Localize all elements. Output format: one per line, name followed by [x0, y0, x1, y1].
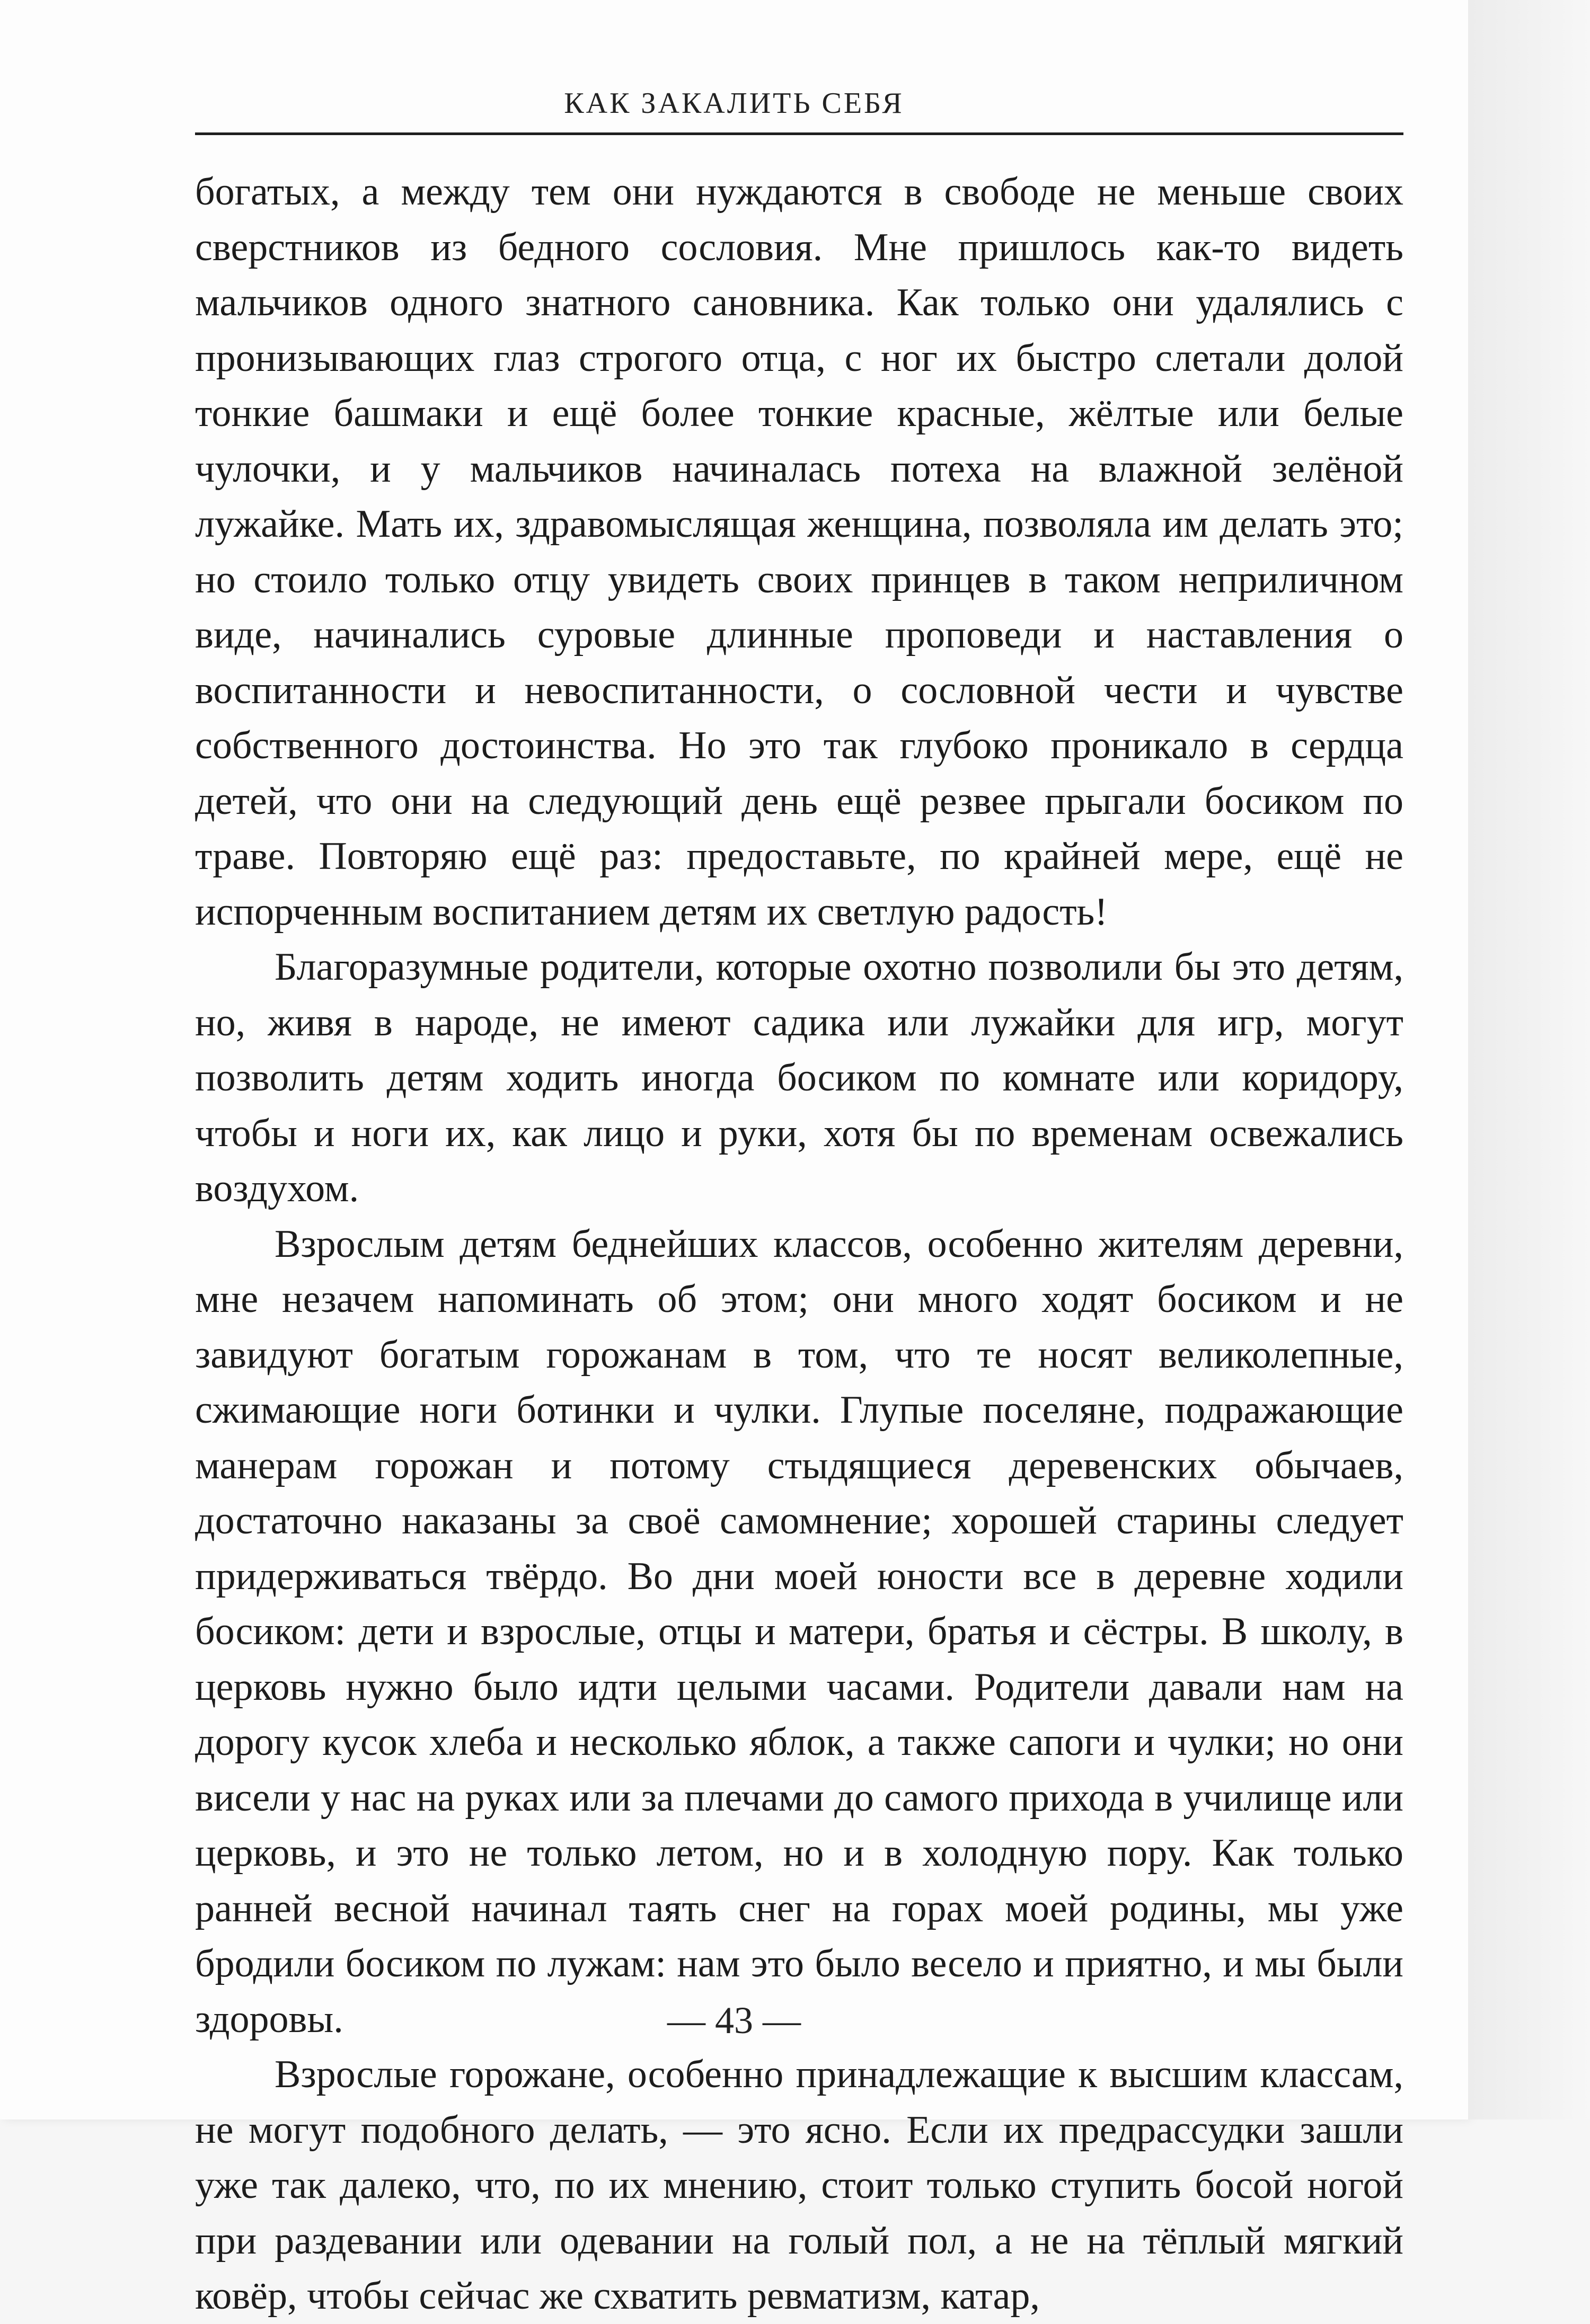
paragraph-2: Благоразумные родители, которые охотно позволили бы это детям, но, живя в народе, не имеют садика или лужайки для игр, могут позволить детям ходить иногда босиком по комнате или коридору, чтобы и ноги их, как лицо и руки, хотя бы по временам освежались воздухом.	[195, 945, 1403, 1210]
paragraph-1: богатых, а между тем они нуждаются в свободе не меньше своих сверстников из бедного сословия. Мне пришлось как-то видеть мальчиков одного знатного сановника. Как только они удалялись с пронизывающих глаз строгого отца, с ног их быстро слетали долой тонкие башмаки и ещё более тонкие красные, жёлтые или белые чулочки, и у мальчиков начиналась потеха на влажной зелёной лужайке. Мать их, здравомыслящая женщина, позволяла им делать это; но стоило только отцу увидеть своих принцев в таком неприличном виде, начинались суровые длинные проповеди и наставления о воспитанности и невоспитанности, о сословной чести и чувстве собственного достоинства. Но это так глубоко проникало в сердца детей, что они на следующий день ещё резвее прыгали босиком по траве. Повторяю ещё раз: предоставьте, по крайней мере, ещё не испорченным воспитанием детям их светлую радость!	[195, 170, 1403, 934]
paragraph-3: Взрослым детям беднейших классов, особенно жителям деревни, мне незачем напоминать об этом; они много ходят босиком и не завидуют богатым горожанам в том, что те носят великолепные, сжимающие ноги ботинки и чулки. Глупые поселяне, подражающие манерам горожан и потому стыдящиеся деревенских обычаев, достаточно наказаны за своё самомнение; хорошей старины следует придерживаться твёрдо. Во дни моей юности все в деревне ходили босиком: дети и взрослые, отцы и матери, братья и сёстры. В школу, в церковь нужно было идти целыми часами. Родители давали нам на дорогу кусок хлеба и несколько яблок, а также сапоги и чулки; но они висели у нас на руках или за плечами до самого прихода в училище или церковь, и это не только летом, но и в холодную пору. Как только ранней весной начинал таять снег на горах моей родины, мы уже бродили босиком по лужам: нам это было весело и приятно, и мы были здоровы.	[195, 1222, 1403, 2041]
page-edge-shadow	[1468, 0, 1590, 2119]
paragraph-4: Взрослые горожане, особенно принадлежащие к высшим классам, не могут подобного делать, — это ясно. Если их предрассудки зашли уже так далеко, что, по их мнению, стоит только ступить босой ногой при раздевании или одевании на голый пол, а не на тёплый мягкий ковёр, чтобы сейчас же схватить ревматизм, катар,	[195, 2053, 1403, 2318]
running-header: КАК ЗАКАЛИТЬ СЕБЯ	[564, 87, 904, 120]
header-rule	[195, 132, 1403, 135]
page-number: — 43 —	[667, 1999, 801, 2042]
